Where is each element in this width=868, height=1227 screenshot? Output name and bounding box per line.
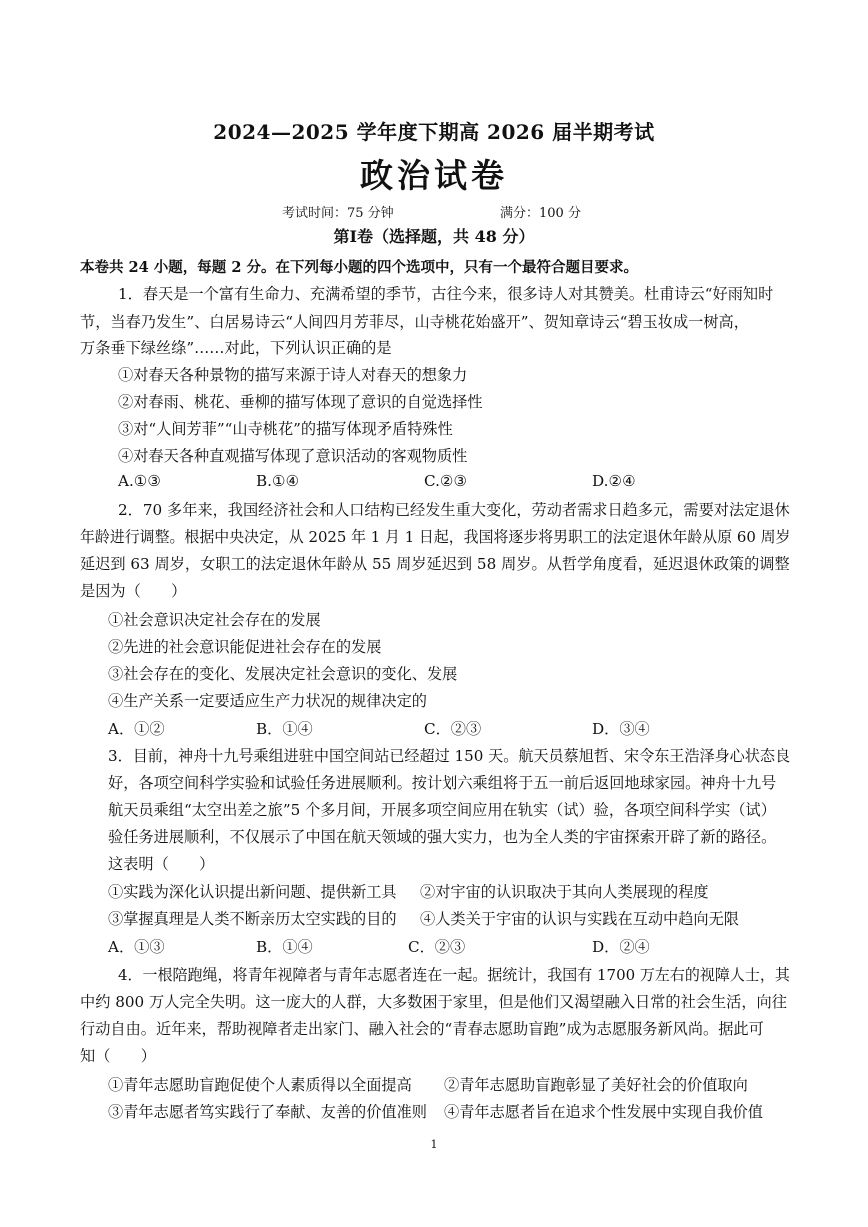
q3-stem-line: 验任务进展顺利，不仅展示了中国在航天领域的强大实力，也为全人类的宇宙探索开辟了新的路径。 [108, 828, 777, 846]
q1-statement: ③对“人间芳菲”“山寺桃花”的描写体现矛盾特殊性 [118, 420, 453, 438]
q2-option-b: B．①④ [256, 720, 313, 738]
instructions: 本卷共 24 小题，每题 2 分。在下列每小题的四个选项中，只有一个最符合题目要求。 [80, 259, 638, 276]
full-score: 满分：100 分 [500, 206, 581, 221]
q2-statement: ②先进的社会意识能促进社会存在的发展 [108, 638, 382, 656]
q4-stem-line: 行动自由。近年来，帮助视障者走出家门、融入社会的“青春志愿助盲跑”成为志愿服务新风尚。据此可 [80, 1020, 764, 1038]
q3-statement: ③掌握真理是人类不断亲历太空实践的目的 [108, 910, 397, 928]
q1-option-b: B.①④ [256, 472, 300, 490]
q2-stem-line: 延迟到 63 周岁，女职工的法定退休年龄从 55 周岁延迟到 58 周岁。从哲学角度看，延迟退休政策的调整 [80, 555, 790, 573]
q2-stem-line: 2．70 多年来，我国经济社会和人口结构已经发生重大变化，劳动者需求日趋多元，需要对法定退休 [118, 501, 790, 519]
q3-statement: ②对宇宙的认识取决于其向人类展现的程度 [420, 883, 709, 901]
q4-stem-line: 中约 800 万人完全失明。这一庞大的人群，大多数困于家里，但是他们又渴望融入日常的社会生活，向往 [80, 993, 787, 1011]
exam-title: 2024—2025 学年度下期高 2026 届半期考试 [213, 120, 655, 144]
q1-option-a: A.①③ [118, 472, 162, 490]
q4-statement: ④青年志愿者旨在追求个性发展中实现自我价值 [444, 1103, 763, 1121]
q3-stem-line: 航天员乘组“太空出差之旅”5 个多月间，开展多项空间应用在轨实（试）验，各项空间科学实（试） [108, 801, 776, 819]
q2-statement: ③社会存在的变化、发展决定社会意识的变化、发展 [108, 665, 458, 683]
q3-stem-line: 好，各项空间科学实验和试验任务进展顺利。按计划六乘组将于五一前后返回地球家园。神舟十九号 [108, 774, 777, 792]
q3-option-c: C．②③ [408, 938, 466, 956]
q2-stem-line: 是因为（ ） [80, 582, 187, 600]
q2-stem-line: 年龄进行调整。根据中央决定，从 2025 年 1 月 1 日起，我国将逐步将男职工的法定退休年龄从原 60 周岁 [80, 528, 791, 546]
exam-time: 考试时间：75 分钟 [282, 206, 394, 221]
q1-statement: ②对春雨、桃花、垂柳的描写体现了意识的自觉选择性 [118, 393, 483, 411]
q2-option-c: C．②③ [424, 720, 482, 738]
q3-option-b: B．①④ [256, 938, 313, 956]
subject-title: 政治试卷 [360, 156, 508, 195]
q3-option-a: A．①③ [108, 938, 165, 956]
q4-stem-line: 知（ ） [80, 1047, 156, 1065]
q1-stem-line: 1．春天是一个富有生命力、充满希望的季节，古往今来，很多诗人对其赞美。杜甫诗云“好雨知时 [118, 285, 774, 303]
q4-stem-line: 4．一根陪跑绳，将青年视障者与青年志愿者连在一起。据统计，我国有 1700 万左右的视障人士，其 [118, 966, 790, 984]
q3-option-d: D．②④ [592, 938, 650, 956]
q2-statement: ④生产关系一定要适应生产力状况的规律决定的 [108, 692, 427, 710]
q1-stem-line: 节，当春乃发生”、白居易诗云“人间四月芳菲尽，山寺桃花始盛开”、贺知章诗云“碧玉妆成一树高， [80, 313, 749, 331]
page-number: 1 [430, 1138, 438, 1151]
q1-statement: ①对春天各种景物的描写来源于诗人对春天的想象力 [118, 366, 468, 384]
q3-statement: ①实践为深化认识提出新问题、提供新工具 [108, 883, 397, 901]
section-heading: 第Ⅰ卷（选择题，共 48 分） [333, 227, 535, 246]
q1-option-d: D.②④ [592, 472, 636, 490]
q2-option-a: A．①② [108, 720, 165, 738]
q4-statement: ②青年志愿助盲跑彰显了美好社会的价值取向 [444, 1076, 748, 1094]
q3-statement: ④人类关于宇宙的认识与实践在互动中趋向无限 [420, 910, 739, 928]
q1-stem-line: 万条垂下绿丝绦”……对此，下列认识正确的是 [80, 339, 392, 357]
q1-option-c: C.②③ [424, 472, 468, 490]
q4-statement: ①青年志愿助盲跑促使个人素质得以全面提高 [108, 1076, 412, 1094]
q3-stem-line: 这表明（ ） [108, 855, 215, 873]
q4-statement: ③青年志愿者笃实践行了奉献、友善的价值准则 [108, 1103, 427, 1121]
q3-stem-line: 3．目前，神舟十九号乘组进驻中国空间站已经超过 150 天。航天员蔡旭哲、宋令东王浩泽身心状态良 [108, 747, 791, 765]
q2-option-d: D．③④ [592, 720, 650, 738]
q1-statement: ④对春天各种直观描写体现了意识活动的客观物质性 [118, 447, 468, 465]
q2-statement: ①社会意识决定社会存在的发展 [108, 611, 321, 629]
